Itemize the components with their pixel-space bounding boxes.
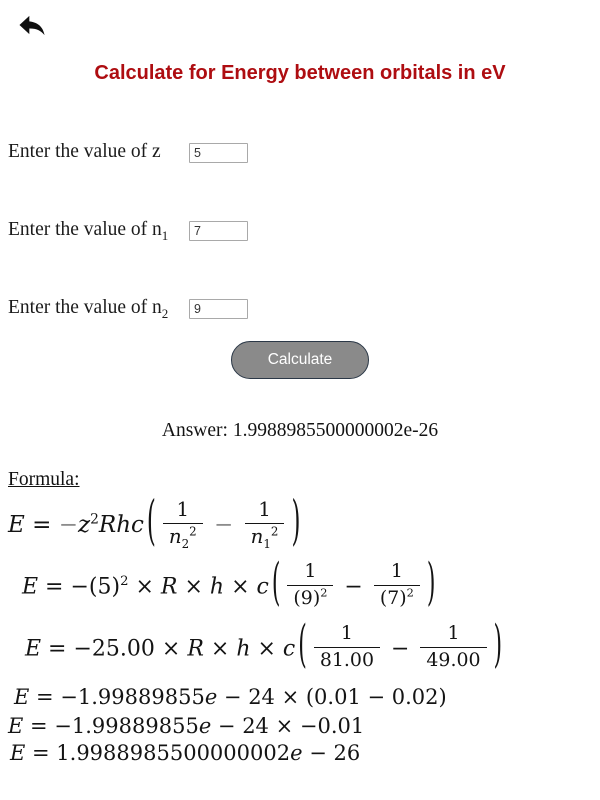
formula-line: E = 1.9988985500000002e − 26 bbox=[10, 740, 361, 765]
fraction: $\frac{1}{81.00}$ bbox=[314, 623, 380, 672]
n1-input[interactable] bbox=[189, 221, 248, 241]
n1-label-text: Enter the value of n bbox=[8, 218, 162, 240]
formula-line: $E = -z^2Rhc$ ( $\frac{1}{n_2^2}$ − $\frac{1}{n_1^2}$ ) bbox=[8, 492, 301, 553]
button-wrap bbox=[0, 341, 600, 379]
fraction: $\frac{1}{n_1^2}$ bbox=[245, 499, 285, 549]
n2-label-text: Enter the value of n bbox=[8, 296, 162, 318]
calculate-button[interactable]: Calculate bbox=[231, 341, 369, 379]
fraction: $\frac{1}{n_2^2}$ bbox=[163, 499, 203, 549]
big-paren-left: ( bbox=[271, 555, 281, 613]
fraction: $\frac{1}{49.00}$ bbox=[420, 623, 486, 672]
n2-label-sub: 2 bbox=[161, 305, 169, 321]
big-paren-left: ( bbox=[146, 492, 156, 553]
formula-lines bbox=[0, 492, 600, 766]
big-paren-right: ) bbox=[426, 555, 436, 613]
input-row-n1 bbox=[0, 218, 600, 243]
n1-label-sub: 1 bbox=[161, 227, 169, 243]
big-paren-left: ( bbox=[298, 617, 307, 676]
z-label bbox=[8, 141, 189, 166]
formula-heading: Formula: bbox=[8, 468, 80, 490]
formula-line: E = −1.99889855e − 24 × (0.01 − 0.02) bbox=[14, 684, 447, 709]
back-button[interactable] bbox=[10, 8, 54, 44]
input-row-z bbox=[0, 140, 600, 164]
fraction: $\frac{1}{(9)^2}$ bbox=[287, 561, 333, 610]
formula-line: $E = -(5)^2 \times R \times h \times c$ ( $\frac{1}{(9)^2}$ − $\frac{1}{(7)^2}$ ) bbox=[22, 555, 436, 613]
n1-label bbox=[8, 219, 189, 244]
z-label-text: Enter the value of z bbox=[8, 140, 161, 162]
fraction: $\frac{1}{(7)^2}$ bbox=[374, 561, 420, 610]
input-rows bbox=[0, 140, 600, 321]
formula-line: E = −25.00 × R × h × c ( $\frac{1}{81.00}$ − $\frac{1}{49.00}$ ) bbox=[25, 617, 503, 676]
big-paren-right: ) bbox=[291, 492, 301, 553]
back-icon bbox=[13, 9, 51, 44]
answer-text: Answer: 1.9988985500000002e-26 bbox=[161, 419, 439, 441]
z-input[interactable] bbox=[189, 143, 248, 163]
n2-input[interactable] bbox=[189, 299, 248, 319]
n2-label bbox=[8, 297, 189, 322]
page-title: Calculate for Energy between orbitals in eV bbox=[94, 61, 506, 84]
big-paren-right: ) bbox=[493, 617, 503, 676]
input-row-n2 bbox=[0, 296, 600, 321]
formula-line: E = −1.99889855e − 24 × −0.01 bbox=[8, 713, 365, 738]
